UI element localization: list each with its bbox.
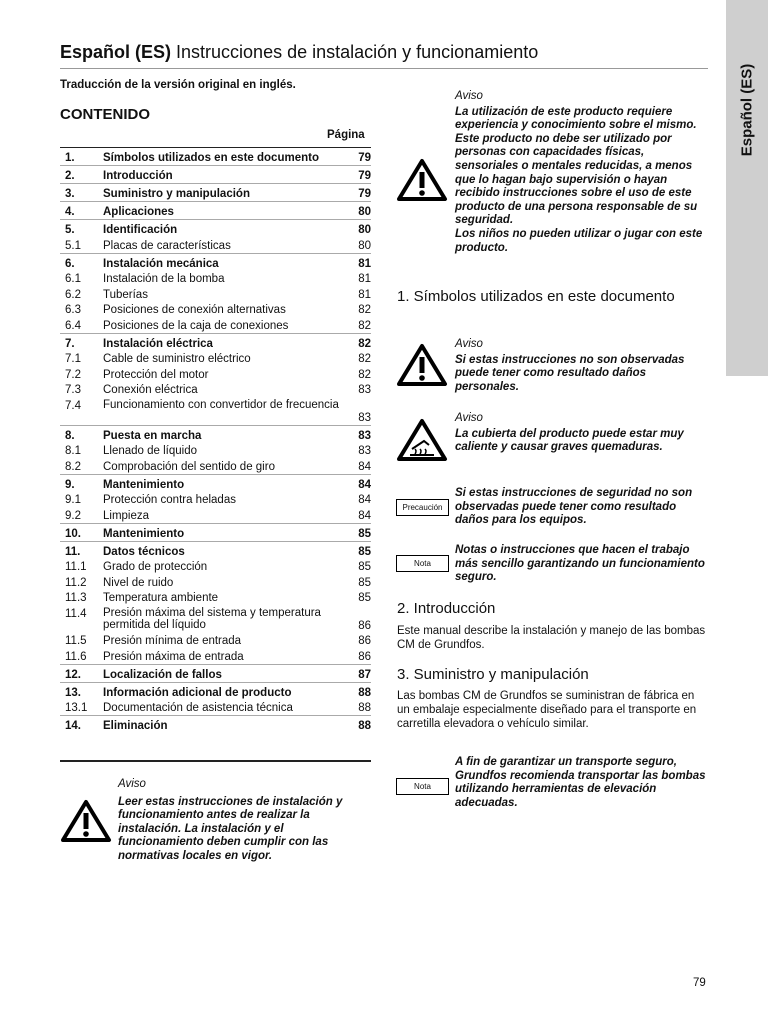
toc-item-page: 86 <box>358 620 371 632</box>
toc-item-page: 86 <box>358 635 371 647</box>
toc-row <box>60 541 371 559</box>
page-header <box>60 42 538 63</box>
toc-row <box>60 397 371 425</box>
toc-item-page: 85 <box>358 576 371 589</box>
toc-item-number: 1. <box>65 152 75 164</box>
toc-bottom-rule <box>60 760 371 762</box>
toc-item-page: 87 <box>358 668 371 681</box>
toc-item-title: Protección del motor <box>103 368 209 381</box>
toc-row <box>60 425 371 443</box>
toc-row <box>60 648 371 664</box>
toc-row <box>60 443 371 459</box>
toc-item-number: 7. <box>65 337 75 350</box>
toc-item-page: 84 <box>358 478 371 491</box>
toc-item-title: Suministro y manipulación <box>103 188 250 200</box>
toc-item-page: 79 <box>358 170 371 182</box>
toc-item-title: Nivel de ruido <box>103 576 174 589</box>
toc-row <box>60 351 371 367</box>
toc-item-title: Posiciones de la caja de conexiones <box>103 319 289 332</box>
toc-item-page: 84 <box>358 494 371 506</box>
toc-item-number: 7.3 <box>65 384 81 396</box>
toc-row <box>60 492 371 508</box>
toc-row <box>60 590 371 606</box>
toc-item-number: 6.4 <box>65 319 81 332</box>
toc-item-number: 11.5 <box>65 635 87 647</box>
toc-item-page: 82 <box>358 337 371 350</box>
toc-item-page: 85 <box>358 527 371 540</box>
toc-item-title: Aplicaciones <box>103 206 174 218</box>
toc-row <box>60 286 371 302</box>
toc-item-number: 7.2 <box>65 368 81 381</box>
toc-item-page: 82 <box>358 353 371 365</box>
toc-row <box>60 682 371 700</box>
top-warning-block <box>455 90 707 255</box>
toc-item-page: 83 <box>358 429 371 442</box>
toc-item-page: 83 <box>358 445 371 457</box>
toc-item-number: 13.1 <box>65 702 88 714</box>
toc-item-page: 85 <box>358 545 371 558</box>
toc-item-title: Placas de características <box>103 239 231 252</box>
toc-item-title: Conexión eléctrica <box>103 384 198 396</box>
toc-item-page: 88 <box>358 702 371 714</box>
caution-text: Si estas instrucciones de seguridad no son observadas puede tener como resultado daños para los equipos. <box>455 487 693 527</box>
toc-item-number: 11.3 <box>65 592 87 604</box>
toc-item-page: 88 <box>358 686 371 699</box>
toc-item-page: 79 <box>358 188 371 200</box>
toc-item-number: 3. <box>65 188 75 200</box>
toc-item-number: 7.1 <box>65 353 81 365</box>
toc-item-title: Eliminación <box>103 720 168 732</box>
toc-item-page: 85 <box>358 592 371 604</box>
page-column-label: Página <box>327 129 365 141</box>
top-warning-text-1: La utilización de este producto requiere experiencia y conocimiento sobre el mismo. <box>455 105 697 132</box>
toc-item-page: 82 <box>358 304 371 316</box>
toc-item-number: 10. <box>65 527 81 540</box>
toc-item-title: Introducción <box>103 170 173 182</box>
header-language: Español (ES) <box>60 42 172 62</box>
toc-item-page: 80 <box>358 239 371 252</box>
toc-item-number: 8.2 <box>65 460 81 473</box>
left-warning-block <box>118 778 370 864</box>
toc-row <box>60 302 371 318</box>
toc-item-number: 5. <box>65 224 75 236</box>
toc-item-number: 11.2 <box>65 576 87 589</box>
toc-item-number: 5.1 <box>65 239 81 252</box>
section-3-text: Las bombas CM de Grundfos se suministran de fábrica en un embalaje especialmente diseñado para el transporte en carretilla elevadora o vehículo similar. <box>397 690 697 730</box>
toc-item-title: Cable de suministro eléctrico <box>103 353 251 365</box>
toc-row <box>60 715 371 733</box>
warning-2-text: La cubierta del producto puede estar muy caliente y causar graves quemaduras. <box>455 427 684 454</box>
header-title: Instrucciones de instalación y funcionamiento <box>176 42 539 62</box>
toc-item-title: Símbolos utilizados en este documento <box>103 152 319 164</box>
warning-triangle-icon <box>396 343 448 387</box>
toc-item-number: 11. <box>65 545 81 558</box>
toc-item-title: Mantenimiento <box>103 478 185 491</box>
toc-row <box>60 253 371 271</box>
toc-row <box>60 271 371 287</box>
contents-heading: CONTENIDO <box>60 106 150 123</box>
warning-2-head: Aviso <box>455 412 483 424</box>
toc-row <box>60 183 371 201</box>
toc-row <box>60 148 371 165</box>
toc-item-number: 11.6 <box>65 650 87 663</box>
toc-row <box>60 605 371 633</box>
top-warning-text-2: Este producto no debe ser utilizado por personas con capacidades físicas, sensoriales o mentales reducidas, a menos que lo hagan bajo supervisión o hayan recibido instrucciones sobre el uso de este producto de una persona responsable de su seguridad. <box>455 132 698 227</box>
toc-row <box>60 507 371 523</box>
toc-item-page: 83 <box>358 384 371 396</box>
section-2-text: Este manual describe la instalación y manejo de las bombas CM de Grundfos. <box>397 625 706 651</box>
toc-item-number: 11.1 <box>65 561 87 573</box>
toc-item-page: 81 <box>358 288 371 301</box>
side-tab-label: Español (ES) <box>738 63 756 157</box>
toc-row <box>60 474 371 492</box>
hot-surface-warning-icon <box>396 418 448 462</box>
translation-note: Traducción de la versión original en inglés. <box>60 79 296 91</box>
table-of-contents <box>60 148 371 733</box>
toc-item-title: Instalación mecánica <box>103 257 219 270</box>
header-divider <box>60 68 708 69</box>
toc-item-number: 11.4 <box>65 607 87 620</box>
toc-item-title: Protección contra heladas <box>103 494 236 506</box>
toc-item-title: Limpieza <box>103 509 150 522</box>
caution-label: Precaución <box>396 499 449 516</box>
toc-item-number: 9. <box>65 478 75 491</box>
section-1-warning-2 <box>455 412 707 455</box>
toc-item-page: 85 <box>358 561 371 573</box>
toc-item-page: 83 <box>358 412 371 424</box>
toc-row <box>60 633 371 649</box>
toc-row <box>60 382 371 398</box>
toc-row <box>60 317 371 333</box>
warning-triangle-icon <box>396 158 448 202</box>
toc-row <box>60 165 371 183</box>
toc-item-number: 9.2 <box>65 509 81 522</box>
toc-item-page: 81 <box>358 273 371 285</box>
toc-item-number: 2. <box>65 170 75 182</box>
toc-item-number: 9.1 <box>65 494 81 506</box>
toc-item-title: Posiciones de conexión alternativas <box>103 304 286 316</box>
toc-row <box>60 700 371 716</box>
toc-item-title: Instalación de la bomba <box>103 273 225 285</box>
toc-row <box>60 219 371 237</box>
top-warning-head: Aviso <box>455 90 483 102</box>
toc-item-title: Tuberías <box>103 288 148 301</box>
toc-item-number: 7.4 <box>65 399 81 412</box>
toc-item-title: Datos técnicos <box>103 545 185 558</box>
toc-row <box>60 333 371 351</box>
toc-item-page: 81 <box>358 257 371 270</box>
section-3-heading: 3. Suministro y manipulación <box>397 666 589 683</box>
toc-item-number: 6.2 <box>65 288 81 301</box>
toc-item-number: 4. <box>65 206 75 218</box>
toc-item-title: Temperatura ambiente <box>103 592 219 604</box>
toc-item-title: Instalación eléctrica <box>103 337 213 350</box>
toc-item-number: 12. <box>65 668 81 681</box>
toc-item-page: 82 <box>358 368 371 381</box>
toc-item-number: 6.3 <box>65 304 81 316</box>
warning-triangle-icon <box>60 799 112 843</box>
toc-item-title: Presión máxima de entrada <box>103 650 244 663</box>
toc-item-number: 8.1 <box>65 445 81 457</box>
toc-row <box>60 366 371 382</box>
toc-item-page: 80 <box>358 206 371 218</box>
left-warning-head: Aviso <box>118 778 146 790</box>
toc-item-title: Presión máxima del sistema y temperatura permitida del líquido <box>103 606 321 631</box>
toc-item-number: 14. <box>65 720 81 732</box>
toc-item-title: Comprobación del sentido de giro <box>103 460 275 473</box>
toc-item-number: 13. <box>65 686 81 699</box>
section-3-note-text: A fin de garantizar un transporte seguro, Grundfos recomienda transportar las bombas utilizando herramientas de elevación adecuadas. <box>455 756 706 809</box>
toc-item-title: Documentación de asistencia técnica <box>103 702 293 714</box>
top-warning-text-3: Los niños no pueden utilizar o jugar con este producto. <box>455 227 703 254</box>
toc-row <box>60 523 371 541</box>
toc-item-number: 8. <box>65 429 75 442</box>
toc-item-page: 80 <box>358 224 371 236</box>
note-label: Nota <box>396 778 449 795</box>
toc-item-number: 6.1 <box>65 273 81 285</box>
language-side-tab <box>726 0 768 376</box>
section-1-warning-1 <box>455 338 707 394</box>
section-2-heading: 2. Introducción <box>397 600 496 617</box>
warning-1-head: Aviso <box>455 338 483 350</box>
toc-item-title: Puesta en marcha <box>103 429 202 442</box>
toc-row <box>60 458 371 474</box>
toc-row <box>60 664 371 682</box>
toc-item-title: Llenado de líquido <box>103 445 197 457</box>
left-warning-text: Leer estas instrucciones de instalación y funcionamiento antes de realizar la instalación. La instalación y el funcionamiento deben cumplir con las normativas locales en vigor. <box>118 795 343 862</box>
toc-item-page: 79 <box>358 152 371 164</box>
toc-item-page: 82 <box>358 319 371 332</box>
note-text: Notas o instrucciones que hacen el trabajo más sencillo garantizando un funcionamiento seguro. <box>455 544 705 584</box>
toc-item-title: Funcionamiento con convertidor de frecuencia <box>103 398 339 411</box>
toc-item-title: Localización de fallos <box>103 668 222 681</box>
toc-item-page: 88 <box>358 720 371 732</box>
warning-1-text: Si estas instrucciones no son observadas puede tener como resultado daños personales. <box>455 353 685 393</box>
toc-row <box>60 201 371 219</box>
toc-item-page: 86 <box>358 650 371 663</box>
toc-item-title: Presión mínima de entrada <box>103 635 242 647</box>
toc-row <box>60 574 371 590</box>
toc-row <box>60 237 371 253</box>
section-1-heading: 1. Símbolos utilizados en este documento <box>397 288 675 305</box>
toc-item-title: Mantenimiento <box>103 527 185 540</box>
note-label: Nota <box>396 555 449 572</box>
toc-item-title: Identificación <box>103 224 178 236</box>
toc-item-page: 84 <box>358 460 371 473</box>
toc-item-title: Información adicional de producto <box>103 686 292 699</box>
page-number: 79 <box>693 977 706 989</box>
toc-item-number: 6. <box>65 257 75 270</box>
toc-row <box>60 559 371 575</box>
toc-item-page: 84 <box>358 509 371 522</box>
toc-item-title: Grado de protección <box>103 561 208 573</box>
